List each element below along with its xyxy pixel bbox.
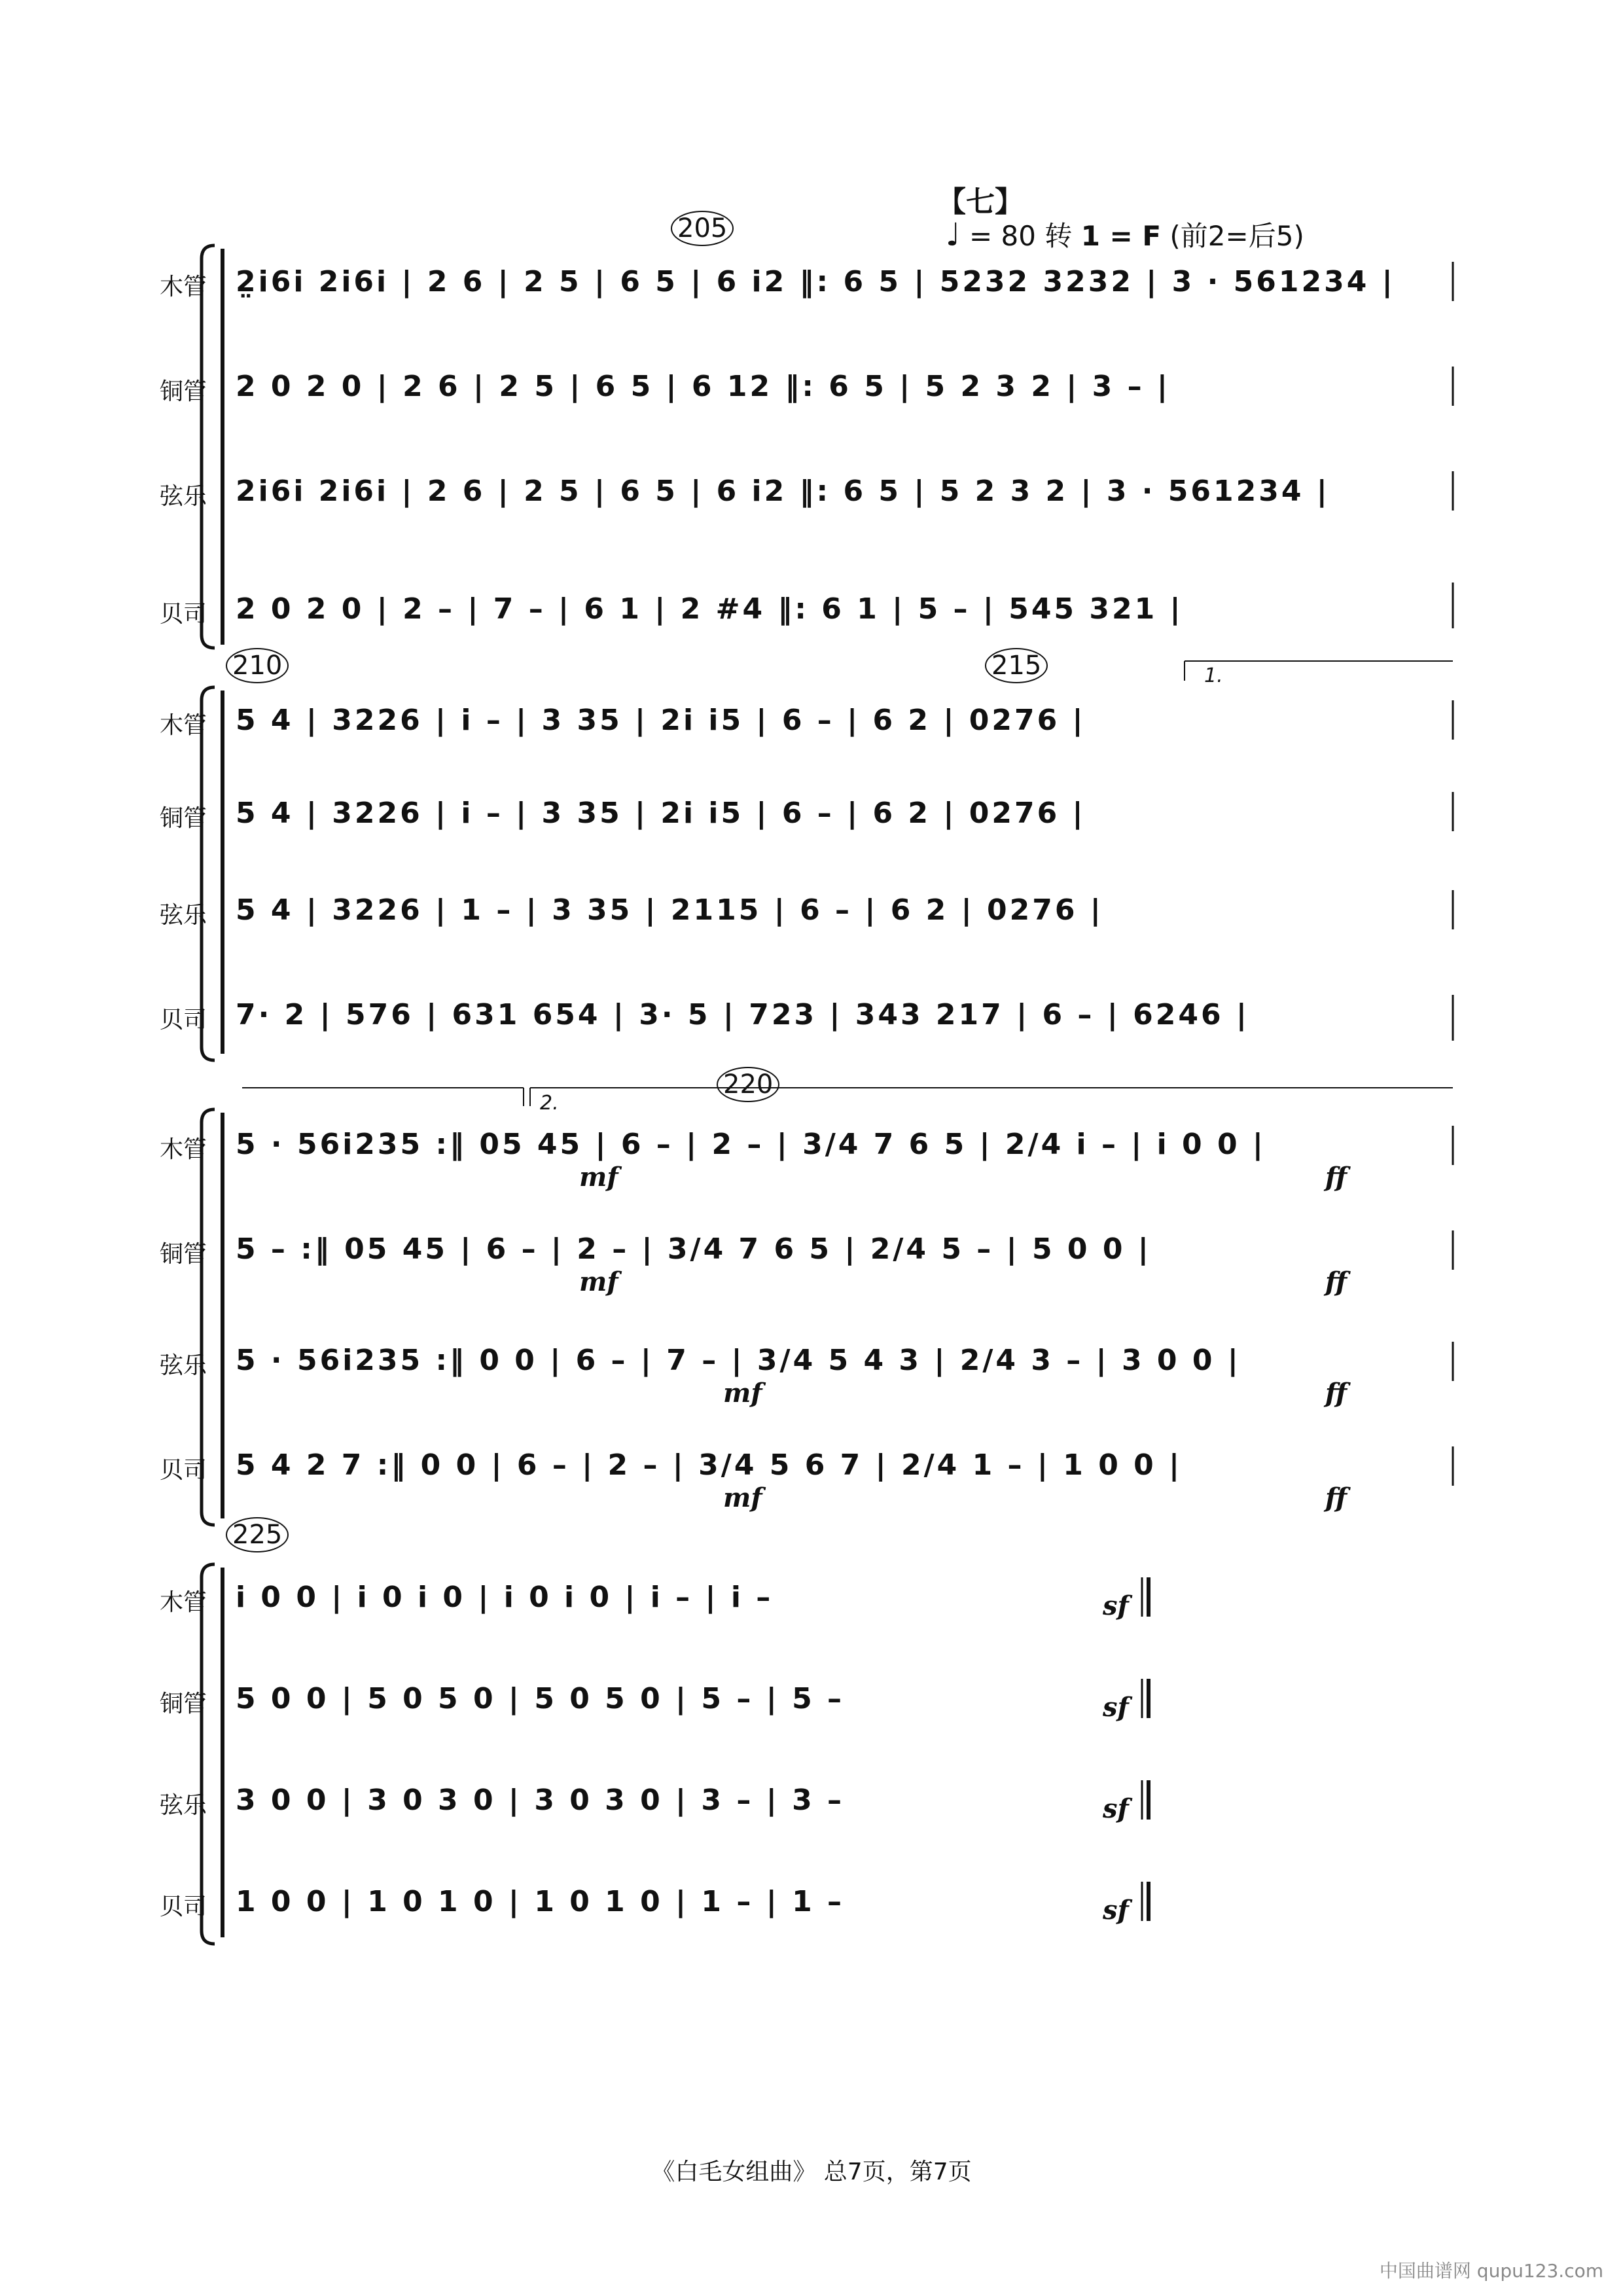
notation-line: i 0 0 | i 0 i 0 | i 0 i 0 | i – | i – bbox=[236, 1581, 774, 1614]
dynamic-mark: sf bbox=[1103, 1692, 1129, 1723]
dynamic-mark: sf bbox=[1103, 1793, 1129, 1824]
instrument-label: 弦乐 bbox=[159, 902, 207, 929]
notation-line: 2 0 2 0 | 2 – | 7 – | 6 1 | 2 #4 ‖: 6 1 | 5 – | 545 321 | bbox=[236, 592, 1183, 626]
measure-number: 215 bbox=[985, 648, 1048, 683]
instrument-label: 贝司 bbox=[159, 1007, 207, 1033]
dynamic-mark: mf bbox=[723, 1378, 762, 1408]
dynamic-mark: sf bbox=[1103, 1590, 1129, 1621]
key-note: (前2=后5) bbox=[1169, 220, 1304, 252]
dynamic-mark: mf bbox=[579, 1266, 618, 1297]
instrument-label: 铜管 bbox=[159, 1241, 207, 1268]
dynamic-mark: mf bbox=[579, 1162, 618, 1193]
instrument-label: 木管 bbox=[159, 1589, 207, 1616]
notation-line: 5 – :‖ 05 45 | 6 – | 2 – | 3/4 7 6 5 | 2/4 5 – | 5 0 0 | bbox=[236, 1232, 1151, 1266]
notation-line: 5 4 2 7 :‖ 0 0 | 6 – | 2 – | 3/4 5 6 7 | 2/4 1 – | 1 0 0 | bbox=[236, 1448, 1183, 1482]
notation-line: 1 0 0 | 1 0 1 0 | 1 0 1 0 | 1 – | 1 – bbox=[236, 1885, 845, 1918]
notation-line: 5 0 0 | 5 0 5 0 | 5 0 5 0 | 5 – | 5 – bbox=[236, 1682, 845, 1715]
instrument-label: 木管 bbox=[159, 1136, 207, 1163]
volta-label: 1. bbox=[1204, 664, 1223, 687]
instrument-label: 贝司 bbox=[159, 601, 207, 628]
site-watermark: 中国曲谱网 qupu123.com bbox=[1379, 2260, 1603, 2282]
measure-number: 225 bbox=[226, 1517, 289, 1552]
instrument-label: 弦乐 bbox=[159, 1792, 207, 1819]
quarter-note-icon: ♩ bbox=[946, 217, 961, 253]
notation-line: 5 4 | 3226 | i – | 3 35 | 2i i5 | 6 – | 6 2 | 0276 | bbox=[236, 704, 1086, 737]
key-signature: 1 = F bbox=[1080, 220, 1162, 252]
notation-line: 5 4 | 3226 | i – | 3 35 | 2i i5 | 6 – | 6 2 | 0276 | bbox=[236, 797, 1086, 830]
instrument-label: 贝司 bbox=[159, 1893, 207, 1920]
measure-number: 220 bbox=[717, 1067, 779, 1102]
instrument-label: 铜管 bbox=[159, 1691, 207, 1717]
notation-line: 2̤i6i 2i6i | 2 6 | 2 5 | 6 5 | 6 i2 ‖: 6 5 | 5232 3232 | 3 · 561234 | bbox=[236, 265, 1395, 298]
notation-line: 3 0 0 | 3 0 3 0 | 3 0 3 0 | 3 – | 3 – bbox=[236, 1784, 845, 1817]
notation-line: 5 · 56i235 :‖ 0 0 | 6 – | 7 – | 3/4 5 4 3 | 2/4 3 – | 3 0 0 | bbox=[236, 1344, 1241, 1377]
measure-number: 205 bbox=[671, 211, 734, 246]
notation-line: 5 4 | 3226 | 1 – | 3 35 | 2115 | 6 – | 6 2 | 0276 | bbox=[236, 893, 1103, 927]
instrument-label: 木管 bbox=[159, 274, 207, 300]
tempo-text: = 80 转 bbox=[969, 220, 1073, 252]
notation-line: 5 · 56i235 :‖ 05 45 | 6 – | 2 – | 3/4 7 6 5 | 2/4 i – | i 0 0 | bbox=[236, 1128, 1266, 1161]
instrument-label: 弦乐 bbox=[159, 1352, 207, 1379]
measure-number: 210 bbox=[226, 648, 289, 683]
notation-line: 2i6i 2i6i | 2 6 | 2 5 | 6 5 | 6 i2 ‖: 6 5 | 5 2 3 2 | 3 · 561234 | bbox=[236, 475, 1330, 508]
volta-label: 2. bbox=[540, 1092, 559, 1115]
dynamic-mark: ff bbox=[1325, 1482, 1347, 1513]
instrument-label: 弦乐 bbox=[159, 483, 207, 510]
notation-line: 7· 2 | 576 | 631 654 | 3· 5 | 723 | 343 217 | 6 – | 6246 | bbox=[236, 998, 1249, 1031]
dynamic-mark: ff bbox=[1325, 1266, 1347, 1297]
notation-line: 2 0 2 0 | 2 6 | 2 5 | 6 5 | 6 12 ‖: 6 5 | 5 2 3 2 | 3 – | bbox=[236, 370, 1170, 403]
dynamic-mark: ff bbox=[1325, 1378, 1347, 1408]
instrument-label: 铜管 bbox=[159, 378, 207, 405]
dynamic-mark: mf bbox=[723, 1482, 762, 1513]
dynamic-mark: sf bbox=[1103, 1895, 1129, 1926]
instrument-label: 木管 bbox=[159, 712, 207, 739]
instrument-label: 铜管 bbox=[159, 805, 207, 832]
section-title: 【七】 bbox=[937, 185, 1024, 219]
dynamic-mark: ff bbox=[1325, 1162, 1347, 1193]
instrument-label: 贝司 bbox=[159, 1457, 207, 1484]
page-footer: 《白毛女组曲》 总7页，第7页 bbox=[651, 2159, 972, 2185]
